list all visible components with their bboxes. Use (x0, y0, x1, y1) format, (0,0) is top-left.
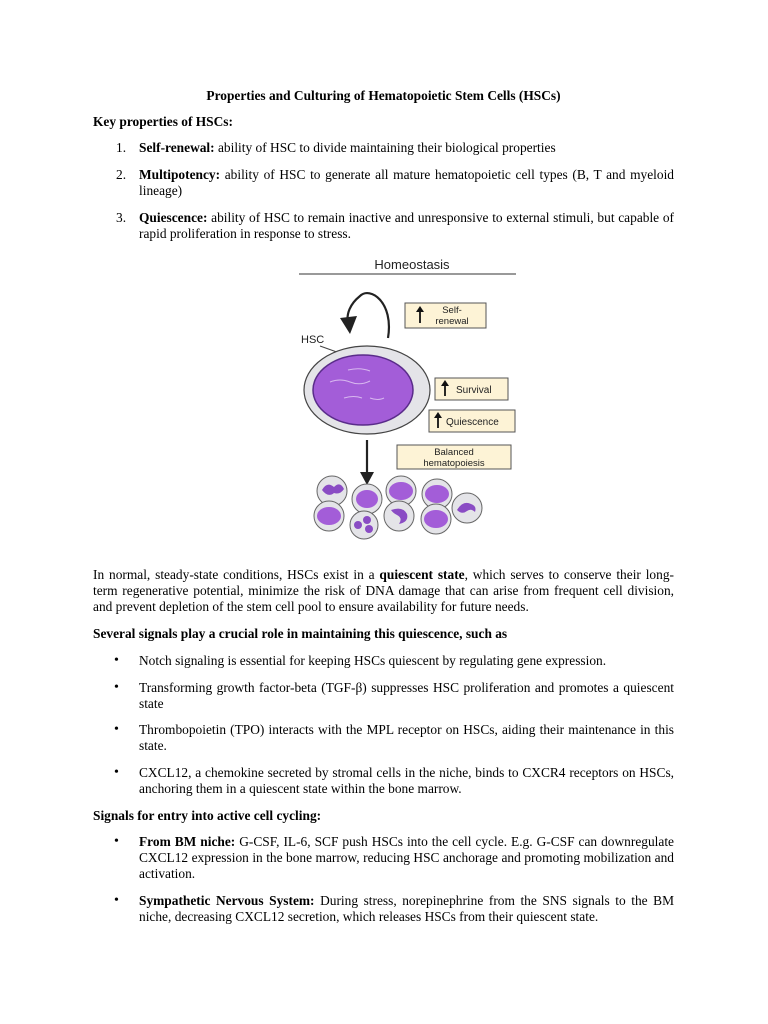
homeostasis-figure (290, 252, 530, 544)
self-renewal-label: Self- (442, 305, 462, 316)
self-renewal-label: renewal (435, 316, 469, 327)
key-properties-heading: Key properties of HSCs: (93, 114, 233, 129)
bullet-icon: • (114, 722, 119, 737)
cell-nucleus-lobe (363, 516, 371, 524)
document-title: Properties and Culturing of Hematopoietic Stem Cells (HSCs) (206, 88, 561, 103)
list-item-multipotency (139, 167, 674, 199)
list-marker: 2. (116, 167, 127, 182)
cell-nucleus (317, 507, 341, 525)
term: Sympathetic Nervous System: (139, 893, 315, 908)
text-run: , which serves to conserve their long-term regenerative potential, minimize the risk of DNA damage that can arise from frequent cell division, and prevent depletion of the stem cell pool to ensure availability for future needs. (93, 567, 674, 614)
bullet-icon: • (114, 893, 119, 908)
definition: ability of HSC to generate all mature hematopoietic cell types (B, T and myeloid lineage) (139, 167, 674, 198)
balanced-label: hematopoiesis (423, 458, 485, 469)
list-item-tpo: Thrombopoietin (TPO) interacts with the MPL receptor on HSCs, aiding their maintenance in this state. (139, 722, 674, 753)
list-marker: 1. (116, 140, 127, 155)
definition: ability of HSC to divide maintaining their biological properties (214, 140, 556, 155)
list-item-sympathetic (139, 893, 674, 925)
emphasis: quiescent state (379, 567, 465, 582)
arrow-head-icon (340, 316, 357, 334)
cell-nucleus (424, 510, 448, 528)
signals-heading: Several signals play a crucial role in maintaining this quiescence, such as (93, 626, 508, 641)
term: Self-renewal: (139, 140, 215, 155)
hsc-label: HSC (301, 334, 325, 346)
list-item-bm-niche (139, 834, 674, 882)
survival-label: Survival (456, 385, 492, 396)
list-item-self-renewal (139, 140, 674, 156)
entry-heading: Signals for entry into active cell cycling: (93, 808, 322, 823)
hsc-nucleus (313, 355, 413, 425)
list-marker: 3. (116, 210, 127, 225)
cell-nucleus-lobe (365, 525, 373, 533)
bullet-icon: • (114, 765, 119, 780)
definition: ability of HSC to remain inactive and unresponsive to external stimuli, but capable of rapid proliferation in response to stress. (139, 210, 674, 241)
bullet-icon: • (114, 834, 119, 849)
term: From BM niche: (139, 834, 236, 849)
mature-blood-cells (314, 476, 482, 539)
list-item-notch: Notch signaling is essential for keeping HSCs quiescent by regulating gene expression. (139, 653, 607, 668)
list-item-quiescence (139, 210, 674, 242)
term: Multipotency: (139, 167, 221, 182)
cell-nucleus (389, 482, 413, 500)
quiescence-label: Quiescence (446, 417, 499, 428)
list-item-cxcl12: CXCL12, a chemokine secreted by stromal cells in the niche, binds to CXCR4 receptors on HSCs, anchoring them in a quiescent state within the bone marrow. (139, 765, 674, 796)
text-run: In normal, steady-state conditions, HSCs exist in a (93, 567, 380, 582)
term: Quiescence: (139, 210, 208, 225)
list-item-tgf-beta: Transforming growth factor-beta (TGF-β) suppresses HSC proliferation and promotes a quiescent state (139, 680, 674, 711)
definition: G-CSF, IL-6, SCF push HSCs into the cell cycle. E.g. G-CSF can downregulate CXCL12 expression in the bone marrow, reducing HSC anchorage and promoting mobilization and activation. (139, 834, 674, 881)
bullet-icon: • (114, 680, 119, 695)
quiescent-state-paragraph (93, 567, 674, 615)
down-arrow-head-icon (360, 472, 374, 485)
self-renewal-arrow (348, 293, 389, 338)
figure-title: Homeostasis (374, 257, 450, 272)
bullet-icon: • (114, 653, 119, 668)
definition: During stress, norepinephrine from the SNS signals to the BM niche, decreasing CXCL12 secretion, which releases HSCs from their quiescent state. (139, 893, 674, 924)
cell-nucleus-lobe (354, 521, 362, 529)
cell-nucleus (356, 490, 378, 508)
cell-nucleus (425, 485, 449, 503)
balanced-label: Balanced (434, 447, 474, 458)
